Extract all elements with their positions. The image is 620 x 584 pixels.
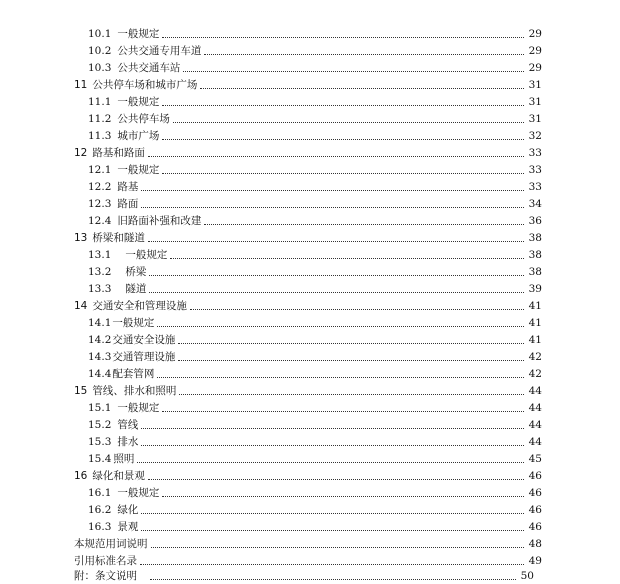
toc-dot-leader xyxy=(149,275,524,276)
toc-dot-leader xyxy=(162,411,524,412)
toc-entry-number: 14.1 xyxy=(88,317,112,329)
toc-entry[interactable] xyxy=(88,398,542,415)
toc-dot-leader xyxy=(148,156,524,157)
toc-entry-title: 路基 xyxy=(117,181,139,193)
toc-dot-leader xyxy=(204,224,524,225)
toc-entry-page: 44 xyxy=(528,385,542,397)
toc-entry-page: 31 xyxy=(528,96,542,108)
toc-dot-leader xyxy=(183,71,524,72)
toc-entry-title: 隧道 xyxy=(125,283,147,295)
toc-entry-title: 桥梁 xyxy=(125,266,147,278)
toc-entry-title: 交通安全和管理设施 xyxy=(92,300,187,312)
toc-entry-number: 16.1 xyxy=(88,487,112,499)
toc-dot-leader xyxy=(148,241,524,242)
toc-chapter-entry[interactable] xyxy=(74,296,542,313)
toc-entry-title: 旧路面补强和改建 xyxy=(117,215,202,227)
toc-entry-title: 城市广场 xyxy=(117,130,160,142)
toc-entry-page: 36 xyxy=(528,215,542,227)
toc-entry-title: 一般规定 xyxy=(117,402,160,414)
toc-entry-number: 14 xyxy=(74,300,88,312)
toc-dot-leader xyxy=(149,292,524,293)
toc-dot-leader xyxy=(141,513,524,514)
toc-entry-page: 38 xyxy=(528,232,542,244)
toc-dot-leader xyxy=(179,394,524,395)
toc-entry-page: 46 xyxy=(528,521,542,533)
toc-entry-page: 33 xyxy=(528,181,542,193)
toc-entry-title: 一般规定 xyxy=(125,249,168,261)
toc-entry-number: 12.4 xyxy=(88,215,112,227)
toc-entry[interactable] xyxy=(88,245,542,262)
toc-dot-leader xyxy=(141,530,524,531)
toc-entry-title: 管线 xyxy=(117,419,139,431)
toc-entry-number: 13.1 xyxy=(88,249,112,261)
toc-entry[interactable] xyxy=(88,347,542,364)
toc-entry-number: 15.2 xyxy=(88,419,112,431)
toc-entry-title: 附：条文说明 xyxy=(74,570,137,582)
toc-entry-page: 48 xyxy=(528,538,542,550)
toc-entry-page: 31 xyxy=(528,79,542,91)
toc-entry[interactable] xyxy=(88,211,542,228)
toc-dot-leader xyxy=(200,88,524,89)
toc-entry-page: 33 xyxy=(528,147,542,159)
toc-entry-title: 一般规定 xyxy=(117,96,160,108)
toc-entry[interactable] xyxy=(88,432,542,449)
toc-entry[interactable] xyxy=(88,24,542,41)
toc-entry-title: 公共交通车站 xyxy=(117,62,181,74)
toc-entry-title: 一般规定 xyxy=(117,487,160,499)
toc-entry[interactable] xyxy=(88,483,542,500)
toc-entry[interactable] xyxy=(88,449,542,466)
toc-entry-page: 34 xyxy=(528,198,542,210)
toc-dot-leader xyxy=(140,564,524,565)
toc-dot-leader xyxy=(137,462,524,463)
toc-dot-leader xyxy=(162,37,524,38)
toc-entry-number: 12.2 xyxy=(88,181,112,193)
toc-entry[interactable] xyxy=(88,109,542,126)
toc-entry[interactable] xyxy=(88,415,542,432)
toc-entry-number: 16.3 xyxy=(88,521,112,533)
toc-entry[interactable] xyxy=(88,126,542,143)
toc-dot-leader xyxy=(190,309,524,310)
toc-dot-leader xyxy=(170,258,524,259)
toc-entry-title: 引用标准名录 xyxy=(74,555,137,567)
toc-entry[interactable] xyxy=(88,279,542,296)
toc-entry-title: 公共交通专用车道 xyxy=(117,45,202,57)
toc-entry-page: 31 xyxy=(528,113,542,125)
toc-entry-page: 46 xyxy=(528,470,542,482)
toc-dot-leader xyxy=(162,173,524,174)
toc-entry-number: 11 xyxy=(74,79,88,91)
toc-entry[interactable] xyxy=(88,177,542,194)
toc-entry-page: 49 xyxy=(528,555,542,567)
toc-entry-number: 11.1 xyxy=(88,96,112,108)
toc-entry[interactable] xyxy=(88,41,542,58)
toc-entry-page: 44 xyxy=(528,402,542,414)
toc-dot-leader xyxy=(141,445,524,446)
toc-dot-leader xyxy=(162,496,524,497)
toc-entry-number: 13.3 xyxy=(88,283,112,295)
toc-entry-title: 照明 xyxy=(113,453,135,465)
toc-entry[interactable] xyxy=(88,517,542,534)
toc-entry[interactable] xyxy=(88,364,542,381)
toc-entry-title: 交通安全设施 xyxy=(112,334,176,346)
toc-entry-number: 13.2 xyxy=(88,266,112,278)
toc-entry-number: 15 xyxy=(74,385,88,397)
toc-backmatter-entry[interactable] xyxy=(74,566,534,583)
toc-entry-title: 景观 xyxy=(117,521,139,533)
toc-entry-number: 13 xyxy=(74,232,88,244)
toc-dot-leader xyxy=(148,479,524,480)
toc-dot-leader xyxy=(151,547,525,548)
toc-dot-leader xyxy=(141,428,524,429)
toc-entry-page: 44 xyxy=(528,419,542,431)
toc-dot-leader xyxy=(178,360,524,361)
toc-entry-title: 桥梁和隧道 xyxy=(92,232,145,244)
toc-entry-number: 12.3 xyxy=(88,198,112,210)
toc-entry-title: 公共停车场 xyxy=(117,113,170,125)
toc-chapter-entry[interactable] xyxy=(74,466,542,483)
toc-chapter-entry[interactable] xyxy=(74,75,542,92)
toc-chapter-entry[interactable] xyxy=(74,143,542,160)
toc-entry-page: 46 xyxy=(528,487,542,499)
toc-entry-number: 14.4 xyxy=(88,368,112,380)
toc-entry[interactable] xyxy=(88,262,542,279)
toc-dot-leader xyxy=(178,343,524,344)
toc-entry-number: 10.1 xyxy=(88,28,112,40)
toc-entry-number: 12 xyxy=(74,147,88,159)
toc-dot-leader xyxy=(141,190,524,191)
toc-entry-title: 交通管理设施 xyxy=(112,351,176,363)
toc-entry-title: 配套管网 xyxy=(112,368,155,380)
toc-entry-page: 50 xyxy=(520,570,534,582)
toc-entry-page: 38 xyxy=(528,266,542,278)
toc-entry-page: 39 xyxy=(528,283,542,295)
toc-entry-title: 公共停车场和城市广场 xyxy=(92,79,198,91)
toc-chapter-entry[interactable] xyxy=(74,381,542,398)
toc-entry-page: 33 xyxy=(528,164,542,176)
toc-entry-page: 29 xyxy=(528,28,542,40)
toc-entry-number: 16.2 xyxy=(88,504,112,516)
toc-dot-leader xyxy=(162,139,524,140)
toc-entry-page: 32 xyxy=(528,130,542,142)
toc-chapter-entry[interactable] xyxy=(74,228,542,245)
toc-dot-leader xyxy=(157,326,524,327)
toc-dot-leader xyxy=(157,377,524,378)
toc-dot-leader xyxy=(204,54,524,55)
toc-entry-number: 15.1 xyxy=(88,402,112,414)
toc-entry-title: 绿化和景观 xyxy=(92,470,145,482)
toc-entry-page: 41 xyxy=(528,317,542,329)
toc-entry-title: 路基和路面 xyxy=(92,147,145,159)
toc-entry-page: 42 xyxy=(528,368,542,380)
toc-entry-number: 11.2 xyxy=(88,113,112,125)
toc-dot-leader xyxy=(141,207,524,208)
toc-entry-number: 11.3 xyxy=(88,130,112,142)
toc-dot-leader xyxy=(150,579,516,580)
toc-entry[interactable] xyxy=(88,500,542,517)
toc-entry[interactable] xyxy=(88,313,542,330)
toc-entry-number: 16 xyxy=(74,470,88,482)
toc-entry[interactable] xyxy=(88,330,542,347)
toc-entry-title: 一般规定 xyxy=(112,317,155,329)
toc-entry-title: 绿化 xyxy=(117,504,139,516)
toc-entry-page: 41 xyxy=(528,334,542,346)
toc-dot-leader xyxy=(173,122,524,123)
toc-entry-page: 45 xyxy=(528,453,542,465)
toc-entry-page: 29 xyxy=(528,62,542,74)
toc-entry-title: 一般规定 xyxy=(117,28,160,40)
toc-entry-number: 14.2 xyxy=(88,334,112,346)
toc-entry-number: 14.3 xyxy=(88,351,112,363)
toc-entry-title: 本规范用词说明 xyxy=(74,538,148,550)
toc-entry-title: 排水 xyxy=(117,436,139,448)
toc-entry-page: 29 xyxy=(528,45,542,57)
toc-entry-page: 38 xyxy=(528,249,542,261)
toc-entry-title: 管线、排水和照明 xyxy=(92,385,177,397)
toc-entry-number: 15.3 xyxy=(88,436,112,448)
toc-entry-page: 44 xyxy=(528,436,542,448)
toc-entry[interactable] xyxy=(88,58,542,75)
toc-entry-page: 42 xyxy=(528,351,542,363)
toc-entry-number: 10.2 xyxy=(88,45,112,57)
toc-backmatter-entry[interactable] xyxy=(74,534,542,551)
toc-entry-page: 41 xyxy=(528,300,542,312)
toc-entry-title: 路面 xyxy=(117,198,139,210)
toc-entry-number: 12.1 xyxy=(88,164,112,176)
toc-entry-number: 15.4 xyxy=(88,453,112,465)
toc-entry-page: 46 xyxy=(528,504,542,516)
toc-entry[interactable] xyxy=(88,160,542,177)
toc-entry[interactable] xyxy=(88,92,542,109)
toc-entry-number: 10.3 xyxy=(88,62,112,74)
toc-dot-leader xyxy=(162,105,524,106)
toc-entry[interactable] xyxy=(88,194,542,211)
toc-entry-title: 一般规定 xyxy=(117,164,160,176)
